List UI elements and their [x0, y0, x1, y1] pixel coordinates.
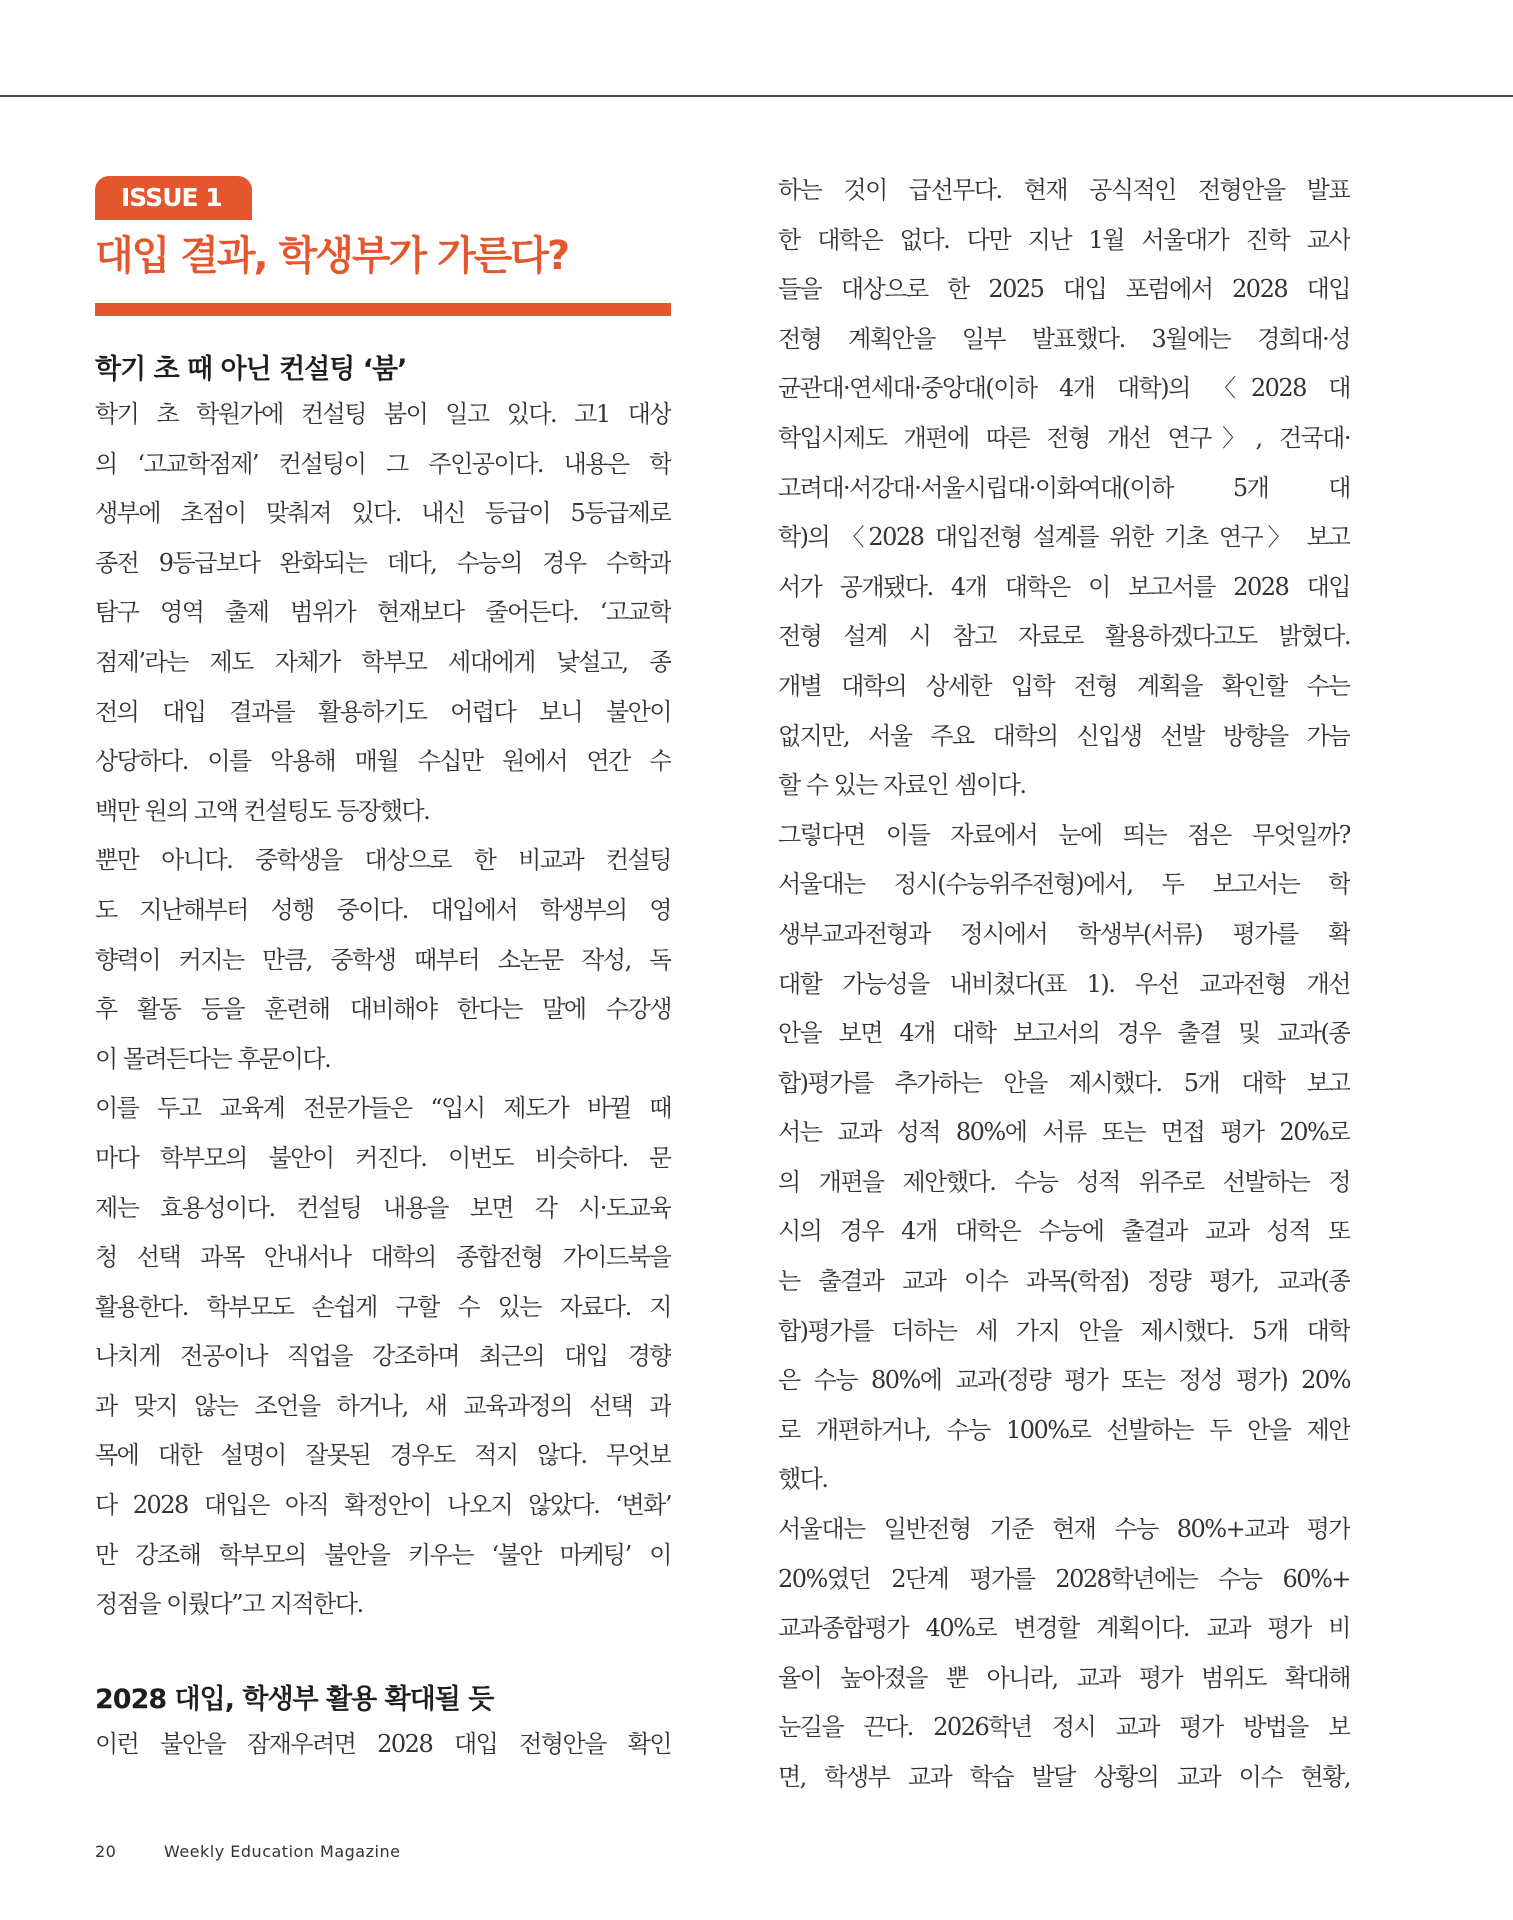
left-column	[95, 176, 671, 1769]
section-heading-2028-admissions: 2028 대입, 학생부 활용 확대될 듯	[95, 1683, 494, 1715]
text-line: 전형 계획안을 일부 발표했다. 3월에는 경희대·성	[778, 324, 1350, 353]
text-line: 균관대·연세대·중앙대(이하 4개 대학)의 〈2028 대	[778, 374, 1350, 403]
text-line: 교과종합평가 40%로 변경할 계획이다. 교과 평가 비	[778, 1614, 1350, 1643]
headline: 대입 결과, 학생부가 가른다?	[95, 233, 569, 279]
text-line: 전형 설계 시 참고 자료로 활용하겠다고도 밝혔다.	[778, 622, 1350, 651]
text-line: 향력이 커지는 만큼, 중학생 때부터 소논문 작성, 독	[95, 945, 671, 974]
page-number: 20	[95, 1842, 117, 1861]
text-line: 안을 보면 4개 대학 보고서의 경우 출결 및 교과(종	[778, 1019, 1350, 1048]
headline-underline-bar	[95, 303, 671, 316]
text-line: 목에 대한 설명이 잘못된 경우도 적지 않다. 무엇보	[95, 1441, 671, 1470]
text-line: 이런 불안을 잠재우려면 2028 대입 전형안을 확인	[95, 1729, 671, 1758]
issue-badge: ISSUE 1	[95, 176, 252, 220]
text-line: 율이 높아졌을 뿐 아니라, 교과 평가 범위도 확대해	[778, 1663, 1350, 1692]
text-line: 없지만, 서울 주요 대학의 신입생 선발 방향을 가늠	[778, 721, 1350, 750]
text-line: 다 2028 대입은 아직 확정안이 나오지 않았다. ‘변화’	[95, 1491, 671, 1520]
text-line: 후 활동 등을 훈련해 대비해야 한다는 말에 수강생	[95, 995, 671, 1024]
text-line: 활용한다. 학부모도 손쉽게 구할 수 있는 자료다. 지	[95, 1292, 671, 1321]
text-line: 는 출결과 교과 이수 과목(학점) 정량 평가, 교과(종	[778, 1267, 1350, 1296]
body-paragraphs-left-2	[95, 1720, 671, 1770]
text-line: 대할 가능성을 내비쳤다(표 1). 우선 교과전형 개선	[778, 969, 1350, 998]
text-line: 눈길을 끈다. 2026학년 정시 교과 평가 방법을 보	[778, 1713, 1350, 1742]
text-line: 이를 두고 교육계 전문가들은 “입시 제도가 바뀔 때	[95, 1094, 671, 1123]
right-column	[778, 166, 1350, 1803]
text-line: 이 몰려든다는 후문이다.	[95, 1044, 331, 1073]
text-line: 면, 학생부 교과 학습 발달 상황의 교과 이수 현황,	[778, 1763, 1350, 1791]
text-line: 서울대는 일반전형 기준 현재 수능 80%+교과 평가	[778, 1515, 1350, 1544]
text-line: 합)평가를 추가하는 안을 제시했다. 5개 대학 보고	[778, 1068, 1350, 1097]
text-line: 합)평가를 더하는 세 가지 안을 제시했다. 5개 대학	[778, 1316, 1350, 1345]
text-line: 생부에 초점이 맞춰져 있다. 내신 등급이 5등급제로	[95, 499, 671, 528]
text-line: 20%였던 2단계 평가를 2028학년에는 수능 60%+	[778, 1564, 1350, 1593]
text-line: 들을 대상으로 한 2025 대입 포럼에서 2028 대입	[778, 275, 1350, 304]
text-line: 만 강조해 학부모의 불안을 키우는 ‘불안 마케팅’ 이	[95, 1540, 671, 1569]
body-paragraphs-left-1	[95, 390, 671, 1630]
text-line: 할 수 있는 자료인 셈이다.	[778, 771, 1026, 800]
page-footer	[95, 1842, 400, 1861]
text-line: 의 ‘고교학점제’ 컨설팅이 그 주인공이다. 내용은 학	[95, 449, 671, 478]
text-line: 뿐만 아니다. 중학생을 대상으로 한 비교과 컨설팅	[95, 846, 671, 875]
text-line: 학입시제도 개편에 따른 전형 개선 연구〉, 건국대·	[778, 423, 1350, 452]
text-line: 나치게 전공이나 직업을 강조하며 최근의 대입 경향	[95, 1342, 671, 1371]
section-heading-consulting-boom: 학기 초 때 아닌 컨설팅 ‘붐’	[95, 354, 407, 385]
text-line: 제는 효용성이다. 컨설팅 내용을 보면 각 시·도교육	[95, 1193, 671, 1222]
magazine-name: Weekly Education Magazine	[163, 1842, 401, 1861]
text-line: 과 맞지 않는 조언을 하거나, 새 교육과정의 선택 과	[95, 1391, 671, 1420]
text-line: 백만 원의 고액 컨설팅도 등장했다.	[95, 796, 430, 825]
text-line: 마다 학부모의 불안이 커진다. 이번도 비슷하다. 문	[95, 1143, 671, 1172]
text-line: 생부교과전형과 정시에서 학생부(서류) 평가를 확	[778, 919, 1350, 948]
text-line: 학기 초 학원가에 컨설팅 붐이 일고 있다. 고1 대상	[95, 400, 671, 428]
text-line: 의 개편을 제안했다. 수능 성적 위주로 선발하는 정	[778, 1167, 1350, 1196]
text-line: 학)의 〈2028 대입전형 설계를 위한 기초 연구〉 보고	[778, 523, 1350, 552]
text-line: 개별 대학의 상세한 입학 전형 계획을 확인할 수는	[778, 671, 1350, 700]
text-line: 상당하다. 이를 악용해 매월 수십만 원에서 연간 수	[95, 747, 671, 776]
text-line: 은 수능 80%에 교과(정량 평가 또는 정성 평가) 20%	[778, 1366, 1350, 1395]
text-line: 고려대·서강대·서울시립대·이화여대(이하 5개 대	[778, 473, 1350, 502]
text-line: 그렇다면 이들 자료에서 눈에 띄는 점은 무엇일까?	[778, 820, 1350, 849]
text-line: 청 선택 과목 안내서나 대학의 종합전형 가이드북을	[95, 1243, 671, 1272]
text-line: 로 개편하거나, 수능 100%로 선발하는 두 안을 제안	[778, 1415, 1350, 1444]
text-line: 정점을 이뤘다”고 지적한다.	[95, 1590, 363, 1619]
text-line: 서가 공개됐다. 4개 대학은 이 보고서를 2028 대입	[778, 572, 1350, 601]
text-line: 점제’라는 제도 자체가 학부모 세대에게 낯설고, 종	[95, 647, 671, 676]
text-line: 도 지난해부터 성행 중이다. 대입에서 학생부의 영	[95, 895, 671, 924]
top-rule	[0, 95, 1513, 97]
text-line: 서울대는 정시(수능위주전형)에서, 두 보고서는 학	[778, 870, 1350, 899]
text-line: 하는 것이 급선무다. 현재 공식적인 전형안을 발표	[778, 176, 1350, 204]
text-line: 종전 9등급보다 완화되는 데다, 수능의 경우 수학과	[95, 548, 671, 577]
text-line: 서는 교과 성적 80%에 서류 또는 면접 평가 20%로	[778, 1118, 1350, 1147]
text-line: 탐구 영역 출제 범위가 현재보다 줄어든다. ‘고교학	[95, 598, 671, 627]
text-line: 한 대학은 없다. 다만 지난 1월 서울대가 진학 교사	[778, 225, 1350, 254]
text-line: 했다.	[778, 1465, 828, 1494]
text-line: 전의 대입 결과를 활용하기도 어렵다 보니 불안이	[95, 697, 671, 726]
text-line: 시의 경우 4개 대학은 수능에 출결과 교과 성적 또	[778, 1217, 1350, 1246]
